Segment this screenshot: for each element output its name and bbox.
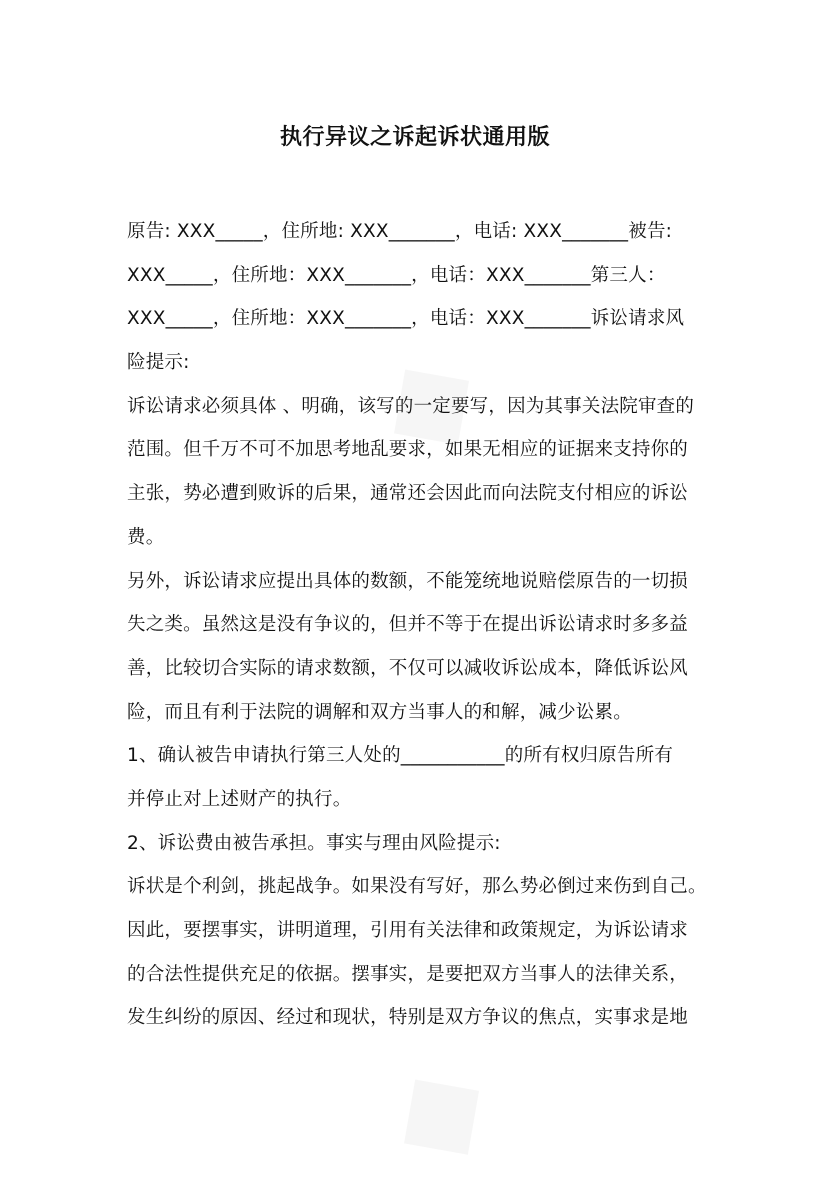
text-line: 2、诉讼费由被告承担。事实与理由风险提示: bbox=[127, 832, 501, 854]
text-line: 另外，诉讼请求应提出具体的数额，不能笼统地说赔偿原告的一切损 bbox=[127, 570, 689, 592]
watermark bbox=[358, 1026, 513, 1193]
text-line: 因此，要摆事实，讲明道理，引用有关法律和政策规定，为诉讼请求 bbox=[127, 920, 689, 941]
text-line: 原告: XXX_____，住所地: XXX_______，电话: XXX_______被告: bbox=[127, 221, 673, 242]
text-line: 险，而且有利于法院的调解和双方当事人的和解，减少讼累。 bbox=[127, 701, 632, 723]
text-line: 险提示: bbox=[127, 352, 190, 374]
text-line: 1、确认被告申请执行第三人处的___________的所有权归原告所有 bbox=[127, 745, 674, 767]
text-line: 并停止对上述财产的执行。 bbox=[127, 788, 352, 810]
text-line: 失之类。虽然这是没有争议的，但并不等于在提出诉讼请求时多多益 bbox=[127, 614, 689, 636]
document-body bbox=[127, 218, 712, 1048]
text-line: 范围。但千万不可不加思考地乱要求，如果无相应的证据来支持你的 bbox=[127, 439, 689, 461]
text-line: 主张，势必遭到败诉的后果，通常还会因此而向法院支付相应的诉讼 bbox=[127, 483, 689, 505]
text-line: 费。 bbox=[127, 526, 165, 548]
document-title: 执行异议之诉起诉状通用版 bbox=[279, 125, 550, 150]
text-line: 的合法性提供充足的依据。摆事实，是要把双方当事人的法律关系， bbox=[127, 963, 689, 985]
text-line: 发生纠纷的原因、经过和现状，特别是双方争议的焦点，实事求是地 bbox=[127, 1007, 689, 1029]
text-line: XXX_____，住所地：XXX_______，电话：XXX_______第三人： bbox=[127, 264, 666, 286]
text-line: XXX_____，住所地：XXX_______，电话：XXX_______诉讼请求风 bbox=[127, 308, 685, 330]
text-line: 诉讼请求必须具体 、明确，该写的一定要写，因为其事关法院审查的 bbox=[127, 395, 695, 417]
text-line: 善，比较切合实际的请求数额，不仅可以减收诉讼成本，降低诉讼风 bbox=[127, 657, 689, 679]
text-line: 诉状是个利剑，挑起战争。如果没有写好，那么势必倒过来伤到自己。 bbox=[127, 876, 707, 898]
